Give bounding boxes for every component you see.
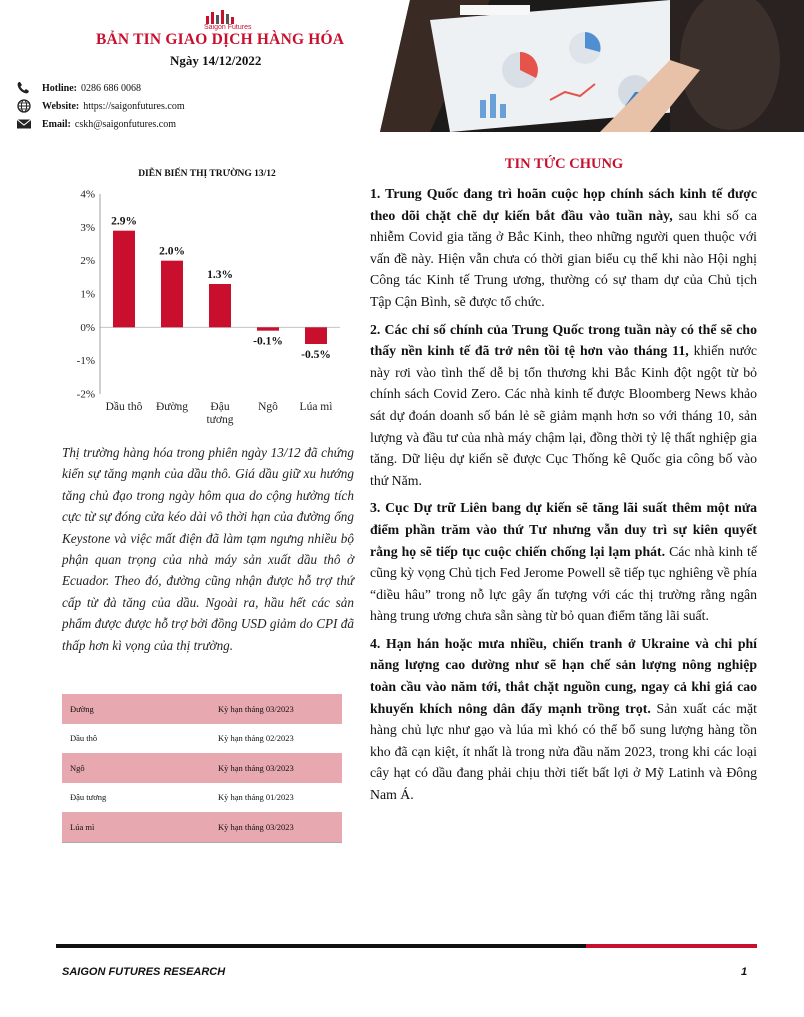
news-headline: 3. Cục Dự trữ Liên bang dự kiến sẽ tăng lãi suất thêm một nửa điểm phần trăm vào thứ Tư nhưng vẫn duy trì sự kiên quyết rằng họ sẽ tiếp tục cuộc chiến chống lại lạm phát. — [370, 500, 757, 559]
bulletin-title: BẢN TIN GIAO DỊCH HÀNG HÓA — [96, 31, 345, 48]
table-row — [62, 724, 342, 754]
term-cell: Kỳ hạn tháng 03/2023 — [210, 812, 342, 842]
news-headline: 1. Trung Quốc đang trì hoãn cuộc họp chính sách kinh tế được theo dõi chặt chẽ dự kiến bắt đầu vào tuần này, — [370, 186, 757, 223]
market-summary-paragraph: Thị trường hàng hóa trong phiên ngày 13/12 đã chứng kiến sự tăng mạnh của dầu thô. Giá dầu giữ xu hướng tăng chủ đạo trong ngày hôm qua do cộng hưởng tích cực từ sự đóng cửa kéo dài vô thời hạn của đường ống Keystone và việc mất điện đã làm tạm ngưng nhiều bộ phận quan trọng của nhà máy sản xuất dầu thô ở Ecuador. Theo đó, đường cũng nhận được hỗ trợ thứ cấp từ đà tăng của dầu. Ngoài ra, hầu hết các sản phẩm được được hỗ trợ bởi đồng USD giảm do CPI đã thấp hơn kì vọng của thị trường. — [62, 445, 354, 653]
data-label: -0.1% — [253, 335, 283, 348]
news-text: khiến nước này rơi vào tình thế dễ bị tổn thương khi Bắc Kinh đột ngột từ bỏ chính sách Covid Zero. Các nhà kinh tế được Bloomberg News khảo sát dự đoán doanh số bán lẻ sẽ giảm mạnh hơn so với tháng 10, sản lượng và đầu tư của nhà máy chậm lại, đồng thời tỷ lệ thất nghiệp gia tăng. Dữ liệu dự kiến sẽ được Cục Thống kê Quốc gia công bố vào thứ Năm. — [370, 343, 757, 488]
email-row — [16, 116, 176, 132]
news-headline: 2. Các chỉ số chính của Trung Quốc trong tuần này có thể sẽ cho thấy nền kinh tế đã trở nên tồi tệ hơn vào tháng 11, — [370, 321, 757, 359]
y-tick-label: 2% — [80, 255, 95, 268]
y-tick-label: 1% — [80, 288, 95, 301]
page-number: 1 — [741, 966, 748, 978]
commodity-cell: Đường — [62, 694, 210, 724]
data-label: 2.0% — [159, 245, 185, 258]
chart-title: DIỄN BIẾN THỊ TRƯỜNG 13/12 — [138, 169, 276, 179]
term-cell: Kỳ hạn tháng 01/2023 — [210, 783, 342, 813]
bar — [305, 327, 327, 344]
x-tick-label: Ngô — [258, 401, 278, 413]
y-tick-label: 3% — [80, 221, 95, 234]
news-item — [370, 633, 757, 806]
data-label: 1.3% — [207, 269, 233, 281]
y-tick-label: 0% — [80, 321, 95, 334]
bar — [161, 261, 183, 328]
globe-icon — [16, 99, 32, 113]
commodity-cell: Lúa mì — [62, 812, 210, 842]
website-row — [16, 98, 185, 114]
bar — [209, 284, 231, 327]
table-row — [62, 812, 342, 842]
term-cell: Kỳ hạn tháng 03/2023 — [210, 694, 342, 724]
data-label: 2.9% — [111, 215, 137, 228]
hotline-value[interactable]: 0286 686 0068 — [81, 82, 141, 94]
bar — [113, 231, 135, 328]
x-axis-labels — [106, 400, 333, 426]
footer-divider-accent — [586, 944, 757, 948]
table-row — [62, 753, 342, 783]
bulletin-date: Ngày 14/12/2022 — [170, 53, 262, 68]
commodity-cell: Đậu tương — [62, 783, 210, 813]
news-list — [370, 183, 757, 812]
news-item — [370, 319, 757, 492]
y-tick-label: -1% — [76, 355, 95, 368]
news-text: Các nhà kinh tế cũng kỳ vọng Chủ tịch Fed Jerome Powell sẽ tiếp tục nghiêng về phía “diều hâu” trong nỗ lực gây ấn tượng với các thị trường rằng ngân hàng trung ương chưa sẵn sàng từ bỏ quan điểm tăng lãi suất. — [370, 543, 757, 624]
x-tick-label: Lúa mì — [299, 401, 333, 413]
news-section-title: TIN TỨC CHUNG — [504, 156, 624, 172]
term-cell: Kỳ hạn tháng 02/2023 — [210, 724, 342, 754]
news-text: Sản xuất các mặt hàng chủ lực như gạo và lúa mì khó có thể bổ sung lượng hàng tồn kho đã cạn kiệt, ít nhất là trong nửa đầu năm 2023, trong khi các loại cây hạt có dầu đang phải chịu thời tiết bất lợi ở Mỹ Latinh và Đông Nam Á. — [370, 700, 757, 803]
y-tick-label: 4% — [80, 188, 95, 201]
hotline-label: Hotline: — [42, 82, 77, 94]
news-text: sau khi số ca nhiễm Covid gia tăng ở Bắc Kinh, theo những người quen thuộc với vấn đề này. Hiện vẫn chưa có thời gian biểu cụ thể khi nào Hội nghị Công tác Kinh tế Trung ương, thường có sự tham dự của Chủ tịch Tập Cận Bình, sẽ được tổ chức. — [370, 207, 757, 309]
table-row — [62, 783, 342, 813]
y-tick-label: -2% — [76, 388, 95, 401]
hotline-row — [16, 80, 141, 96]
email-icon — [16, 117, 32, 131]
contract-term-table — [62, 694, 342, 843]
term-cell: Kỳ hạn tháng 03/2023 — [210, 753, 342, 783]
footer-research-label: SAIGON FUTURES RESEARCH — [62, 966, 226, 978]
phone-icon — [16, 81, 32, 95]
commodity-cell: Ngô — [62, 753, 210, 783]
business-meeting-illustration — [370, 0, 804, 132]
website-link[interactable]: https://saigonfutures.com — [83, 100, 185, 112]
news-headline: 4. Hạn hán hoặc mưa nhiều, chiến tranh ở Ukraine và chi phí năng lượng cao dường như sẽ hạn chế sản lượng nông nghiệp toàn cầu vào năm tới, thắt chặt nguồn cung, ngay cả khi giá cao khuyến khích nông dân đẩy mạnh trồng trọt. — [370, 635, 757, 716]
logo-subtitle: Saigon Futures — [204, 24, 252, 31]
saigon-futures-logo-icon — [205, 10, 239, 24]
email-label: Email: — [42, 118, 71, 130]
footer-divider-dark — [56, 944, 586, 948]
x-tick-label: Đậu tương — [206, 401, 234, 426]
market-performance-chart — [60, 160, 360, 450]
x-tick-label: Dầu thô — [105, 401, 143, 413]
commodity-cell: Dầu thô — [62, 724, 210, 754]
header-photo — [370, 0, 804, 132]
data-label: -0.5% — [301, 349, 331, 361]
x-tick-label: Đường — [155, 401, 189, 413]
bar-series — [111, 216, 331, 361]
email-link[interactable]: cskh@saigonfutures.com — [74, 118, 177, 130]
news-item — [370, 183, 757, 313]
website-label: Website: — [42, 100, 80, 112]
table-row — [62, 694, 342, 724]
bar — [257, 327, 279, 330]
news-item — [370, 497, 757, 627]
